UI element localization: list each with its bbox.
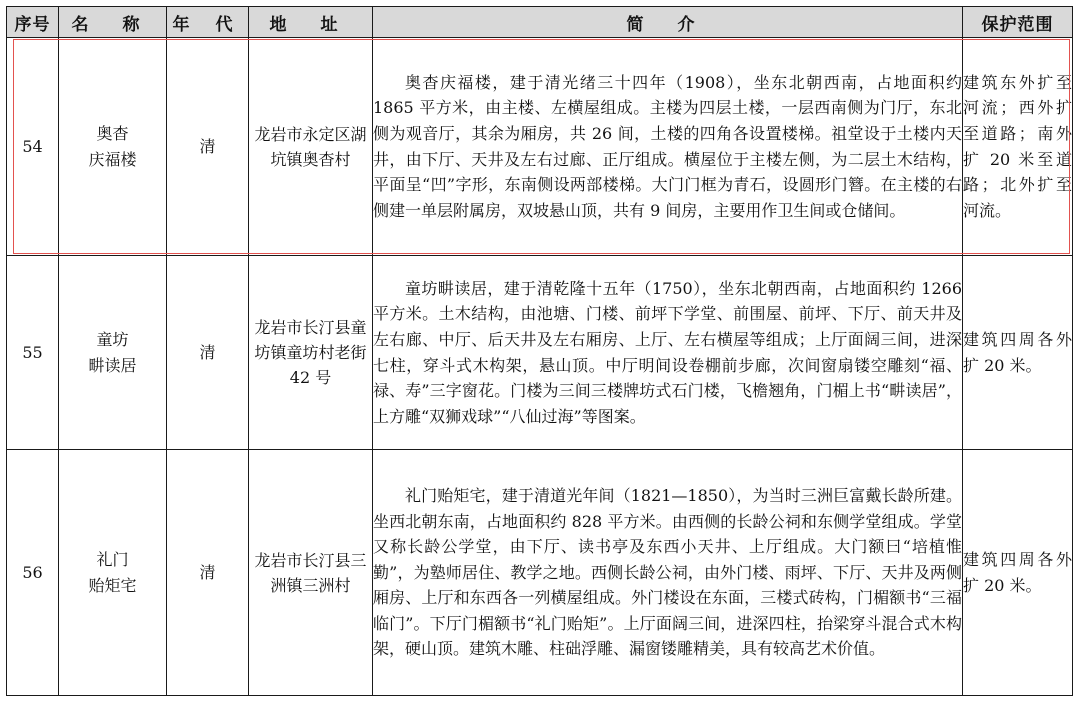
table-row	[7, 38, 1073, 256]
cell-protection: 建筑四周各外扩 20 米。	[963, 256, 1073, 450]
cell-intro: 奥杳庆福楼，建于清光绪三十四年（1908），坐东北朝西南，占地面积约 1865 平方米，由主楼、左横屋组成。主楼为四层土楼，一层西南侧为门厅，东北侧为观音厅，其余为厢房，共 26 间，土楼的四角各设置楼梯。祖堂设于土楼内天井，由下厅、天井及左右过廊、正厅组成。横屋位于主楼左侧，为二层土木结构，平面呈“凹”字形，东南侧设两部楼梯。大门门框为青石，设圆形门簪。在主楼的右侧建一单层附属房，双坡悬山顶，共有 9 间房，主要用作卫生间或仓储间。	[373, 38, 963, 256]
header-name: 名 称	[59, 7, 167, 38]
header-no: 序号	[7, 7, 59, 38]
table-row	[7, 256, 1073, 450]
cell-intro: 礼门贻矩宅，建于清道光年间（1821—1850），为当时三洲巨富戴长龄所建。坐西北朝东南，占地面积约 828 平方米。由西侧的长龄公祠和东侧学堂组成。学堂又称长龄公学堂，由下厅、读书亭及东西小天井、上厅组成。大门额曰“培植惟勤”，为塾师居住、教学之地。西侧长龄公祠，由外门楼、雨坪、下厅、天井及两侧厢房、上厅和东西各一列横屋组成。外门楼设在东面，三楼式砖构，门楣额书“三福临门”。下厅门楣额书“礼门贻矩”。上厅面阔三间，进深四柱，抬梁穿斗混合式木构架，硬山顶。建筑木雕、柱础浮雕、漏窗镂雕精美，具有较高艺术价值。	[373, 450, 963, 696]
cell-era: 清	[167, 256, 249, 450]
cell-no: 54	[7, 38, 59, 256]
cell-name: 礼门 贻矩宅	[59, 450, 167, 696]
header-address: 地 址	[249, 7, 373, 38]
cell-no: 56	[7, 450, 59, 696]
cell-no: 55	[7, 256, 59, 450]
cell-protection: 建筑东外扩至河流；西外扩至道路；南外扩 20 米至道路；北外扩至河流。	[963, 38, 1073, 256]
heritage-table	[6, 6, 1073, 696]
header-era: 年 代	[167, 7, 249, 38]
cell-era: 清	[167, 450, 249, 696]
cell-intro: 童坊畊读居，建于清乾隆十五年（1750），坐东北朝西南，占地面积约 1266 平方米。土木结构，由池塘、门楼、前坪下学堂、前围屋、前坪、下厅、前天井及左右廊、中厅、后天井及左右厢房、上厅、左右横屋等组成；上厅面阔三间，进深七柱，穿斗式木构架，悬山顶。中厅明间设卷棚前步廊，次间窗扇镂空雕刻“福、禄、寿”三字窗花。门楼为三间三楼牌坊式石门楼，飞檐翘角，门楣上书“畊读居”，上方雕“双狮戏球”“八仙过海”等图案。	[373, 256, 963, 450]
table-row	[7, 450, 1073, 696]
cell-protection: 建筑四周各外扩 20 米。	[963, 450, 1073, 696]
cell-address: 龙岩市长汀县童坊镇童坊村老街 42 号	[249, 256, 373, 450]
cell-name: 童坊 畊读居	[59, 256, 167, 450]
cell-address: 龙岩市长汀县三洲镇三洲村	[249, 450, 373, 696]
cell-name: 奥杳 庆福楼	[59, 38, 167, 256]
cell-era: 清	[167, 38, 249, 256]
header-protection: 保护范围	[963, 7, 1073, 38]
cell-address: 龙岩市永定区湖坑镇奥杳村	[249, 38, 373, 256]
header-intro: 简 介	[373, 7, 963, 38]
header-row	[7, 7, 1073, 38]
